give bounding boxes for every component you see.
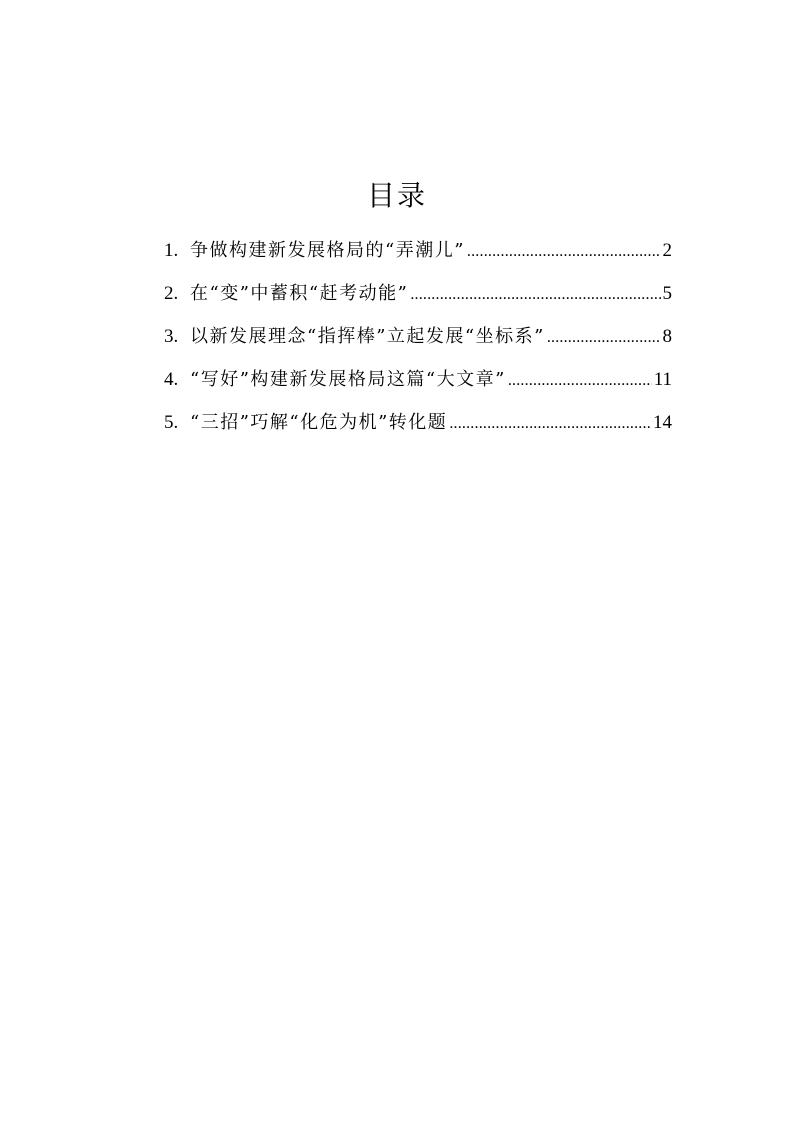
toc-entry-text: 以新发展理念“指挥棒”立起发展“坐标系”: [190, 326, 545, 347]
toc-entry-page: 8: [662, 326, 672, 347]
toc-list: [164, 236, 672, 451]
toc-entry-page: 2: [662, 240, 672, 261]
toc-entry-number: 3.: [164, 326, 179, 347]
toc-entry-text: 争做构建新发展格局的“弄潮儿”: [190, 240, 465, 261]
toc-entry-number: 1.: [164, 240, 179, 261]
toc-entry[interactable]: [164, 236, 672, 279]
toc-entry-page: 14: [653, 412, 672, 433]
toc-entry-number: 4.: [164, 369, 179, 390]
toc-entry-page: 11: [653, 369, 672, 390]
toc-entry-text: “写好”构建新发展格局这篇“大文章”: [190, 369, 506, 390]
toc-entry-text: 在“变”中蓄积“赶考动能”: [190, 283, 409, 304]
toc-title: 目录: [366, 179, 427, 212]
toc-entry-number: 5.: [164, 412, 179, 433]
toc-leader-dots: [449, 409, 651, 439]
toc-entry-text: “三招”巧解“化危为机”转化题: [190, 412, 448, 433]
toc-entry-number: 2.: [164, 283, 179, 304]
toc-leader-dots: [410, 280, 660, 310]
toc-entry[interactable]: [164, 279, 672, 322]
toc-leader-dots: [508, 366, 652, 396]
toc-entry[interactable]: [164, 408, 672, 451]
toc-entry-page: 5: [662, 283, 672, 304]
toc-leader-dots: [547, 323, 661, 353]
toc-leader-dots: [467, 237, 661, 267]
toc-entry[interactable]: [164, 322, 672, 365]
toc-entry[interactable]: [164, 365, 672, 408]
